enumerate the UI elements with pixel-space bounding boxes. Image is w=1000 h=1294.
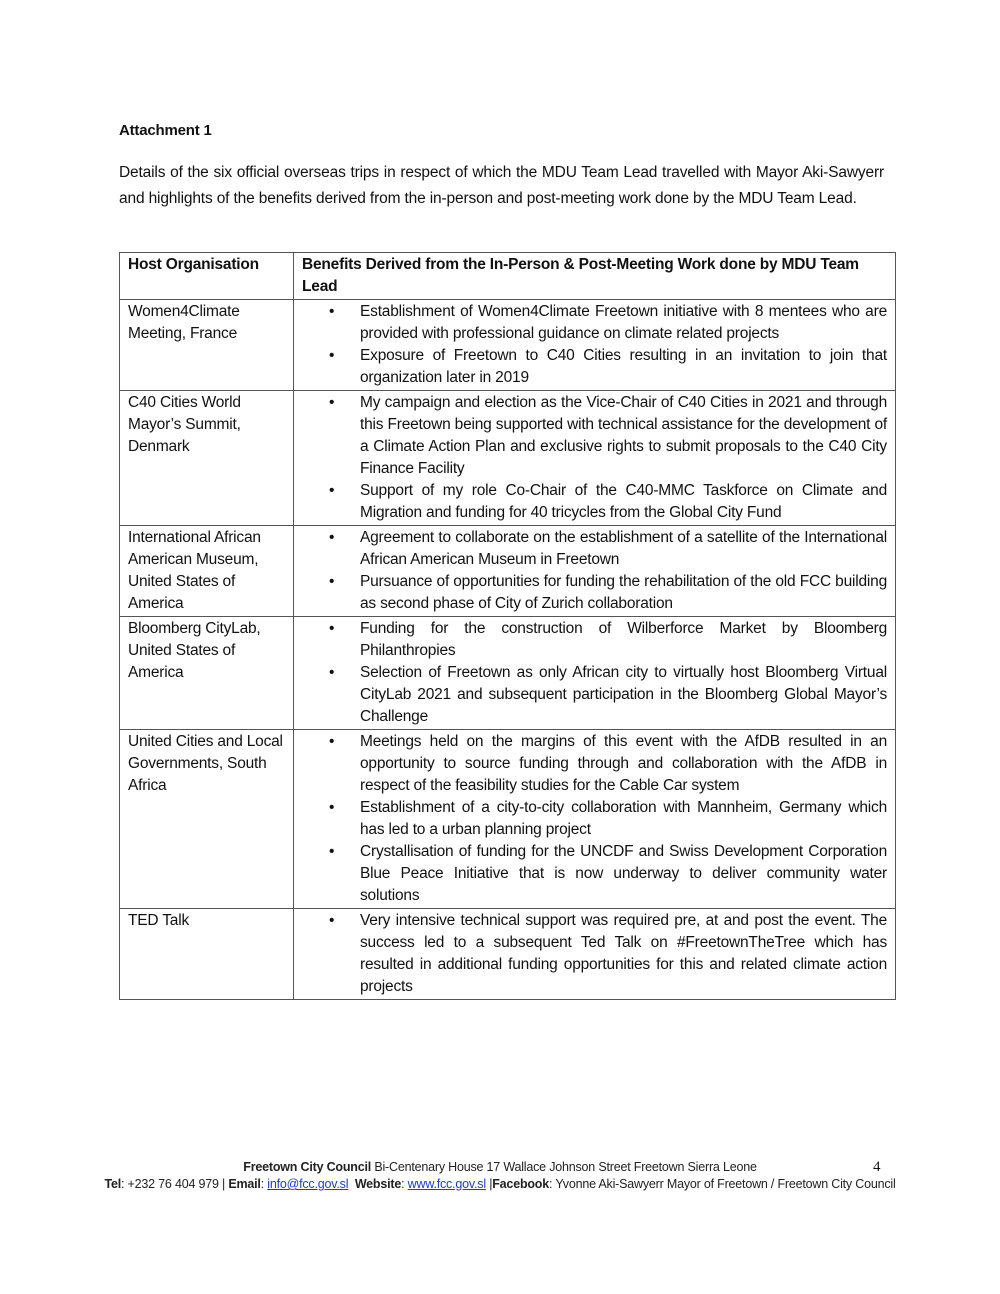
footer-facebook: : Yvonne Aki-Sawyerr Mayor of Freetown / Freetown City Council <box>549 1177 896 1191</box>
page-footer <box>0 1159 1000 1193</box>
benefits-list <box>302 910 887 998</box>
bullet-icon: • <box>329 347 335 364</box>
host-organisation-cell: TED Talk <box>120 909 294 1000</box>
benefits-list <box>302 731 887 907</box>
footer-tel-label: Tel <box>104 1177 121 1191</box>
bullet-icon: • <box>329 573 335 590</box>
table-header-row <box>120 253 896 300</box>
table-row <box>120 526 896 617</box>
footer-email-link[interactable]: info@fcc.gov.sl <box>267 1177 349 1191</box>
benefits-cell <box>294 526 896 617</box>
bullet-icon: • <box>329 733 335 750</box>
footer-website-label: Website <box>354 1177 402 1191</box>
trips-table <box>119 252 896 1000</box>
benefit-item <box>329 731 887 797</box>
intro-paragraph: Details of the six official overseas trips in respect of which the MDU Team Lead travelled with Mayor Aki-Sawyerr and highlights of the benefits derived from the in-person and post-meeting work done by the MDU Team Lead. <box>119 164 884 207</box>
footer-website-sep: : <box>401 1177 408 1191</box>
footer-address: Bi-Centenary House 17 Wallace Johnson Street Freetown Sierra Leone <box>374 1160 757 1174</box>
attachment-heading: Attachment 1 <box>119 122 212 139</box>
benefit-text: Agreement to collaborate on the establishment of a satellite of the International African American Museum in Freetown <box>360 529 887 568</box>
benefits-cell <box>294 391 896 526</box>
table-row <box>120 730 896 909</box>
benefits-list <box>302 392 887 524</box>
footer-tel: : +232 76 404 979 | <box>121 1177 229 1191</box>
benefit-item <box>329 301 887 345</box>
host-organisation-cell: International African American Museum, United States of America <box>120 526 294 617</box>
bullet-icon: • <box>329 529 335 546</box>
table-row <box>120 909 896 1000</box>
benefits-list <box>302 301 887 389</box>
benefit-text: Meetings held on the margins of this event with the AfDB resulted in an opportunity to source funding through and collaboration with the AfDB in respect of the feasibility studies for the Cable Car system <box>360 733 887 794</box>
benefit-item <box>329 841 887 907</box>
benefit-text: Pursuance of opportunities for funding the rehabilitation of the old FCC building as second phase of City of Zurich collaboration <box>360 573 887 612</box>
benefit-text: Crystallisation of funding for the UNCDF and Swiss Development Corporation Blue Peace Initiative that is now underway to deliver community water solutions <box>360 843 887 904</box>
footer-facebook-label: Facebook <box>492 1177 549 1191</box>
benefits-list <box>302 618 887 728</box>
header-host-organisation: Host Organisation <box>120 253 294 300</box>
benefit-text: Very intensive technical support was required pre, at and post the event. The success led to a subsequent Ted Talk on #FreetownTheTree which has resulted in additional funding opportunities for this and related climate action projects <box>360 912 887 995</box>
host-organisation-cell: United Cities and Local Governments, South Africa <box>120 730 294 909</box>
benefit-item <box>329 662 887 728</box>
benefits-cell <box>294 909 896 1000</box>
benefit-item <box>329 571 887 615</box>
benefit-text: Establishment of a city-to-city collaboration with Mannheim, Germany which has led to a urban planning project <box>360 799 887 838</box>
benefit-text: Selection of Freetown as only African city to virtually host Bloomberg Virtual CityLab 2021 and subsequent participation in the Bloomberg Global Mayor’s Challenge <box>360 664 887 725</box>
benefit-item <box>329 527 887 571</box>
host-organisation-cell: Women4Climate Meeting, France <box>120 300 294 391</box>
benefit-text: Support of my role Co-Chair of the C40-MMC Taskforce on Climate and Migration and funding for 40 tricycles from the Global City Fund <box>360 482 887 521</box>
footer-org-name: Freetown City Council <box>243 1160 372 1174</box>
benefit-item <box>329 797 887 841</box>
benefits-cell <box>294 300 896 391</box>
benefit-item <box>329 910 887 998</box>
bullet-icon: • <box>329 664 335 681</box>
footer-email-label: Email <box>228 1177 261 1191</box>
trips-table-body <box>120 300 896 1000</box>
host-organisation-cell: Bloomberg CityLab, United States of America <box>120 617 294 730</box>
benefit-text: Establishment of Women4Climate Freetown initiative with 8 mentees who are provided with professional guidance on climate related projects <box>360 303 887 342</box>
benefit-item <box>329 345 887 389</box>
footer-email-sep: : <box>260 1177 268 1191</box>
table-row <box>120 300 896 391</box>
bullet-icon: • <box>329 303 335 320</box>
benefit-item <box>329 618 887 662</box>
bullet-icon: • <box>329 620 335 637</box>
benefit-item <box>329 480 887 524</box>
footer-line-1 <box>0 1159 1000 1176</box>
bullet-icon: • <box>329 799 335 816</box>
footer-line-2 <box>0 1176 1000 1193</box>
page-number: 4 <box>873 1159 881 1175</box>
footer-facebook-sep: | <box>485 1177 493 1191</box>
table-row <box>120 617 896 730</box>
host-organisation-cell: C40 Cities World Mayor’s Summit, Denmark <box>120 391 294 526</box>
benefit-item <box>329 392 887 480</box>
bullet-icon: • <box>329 912 335 929</box>
benefit-text: My campaign and election as the Vice-Chair of C40 Cities in 2021 and through this Freetown being supported with technical assistance for the development of a Climate Action Plan and exclusive rights to submit proposals to the C40 City Finance Facility <box>360 394 887 477</box>
benefit-text: Funding for the construction of Wilberforce Market by Bloomberg Philanthropies <box>360 620 887 659</box>
benefit-text: Exposure of Freetown to C40 Cities resulting in an invitation to join that organization later in 2019 <box>360 347 887 386</box>
bullet-icon: • <box>329 394 335 411</box>
bullet-icon: • <box>329 843 335 860</box>
benefits-list <box>302 527 887 615</box>
benefits-cell <box>294 730 896 909</box>
header-benefits: Benefits Derived from the In-Person & Post-Meeting Work done by MDU Team Lead <box>294 253 896 300</box>
footer-website-link[interactable]: www.fcc.gov.sl <box>407 1177 486 1191</box>
bullet-icon: • <box>329 482 335 499</box>
benefits-cell <box>294 617 896 730</box>
table-row <box>120 391 896 526</box>
